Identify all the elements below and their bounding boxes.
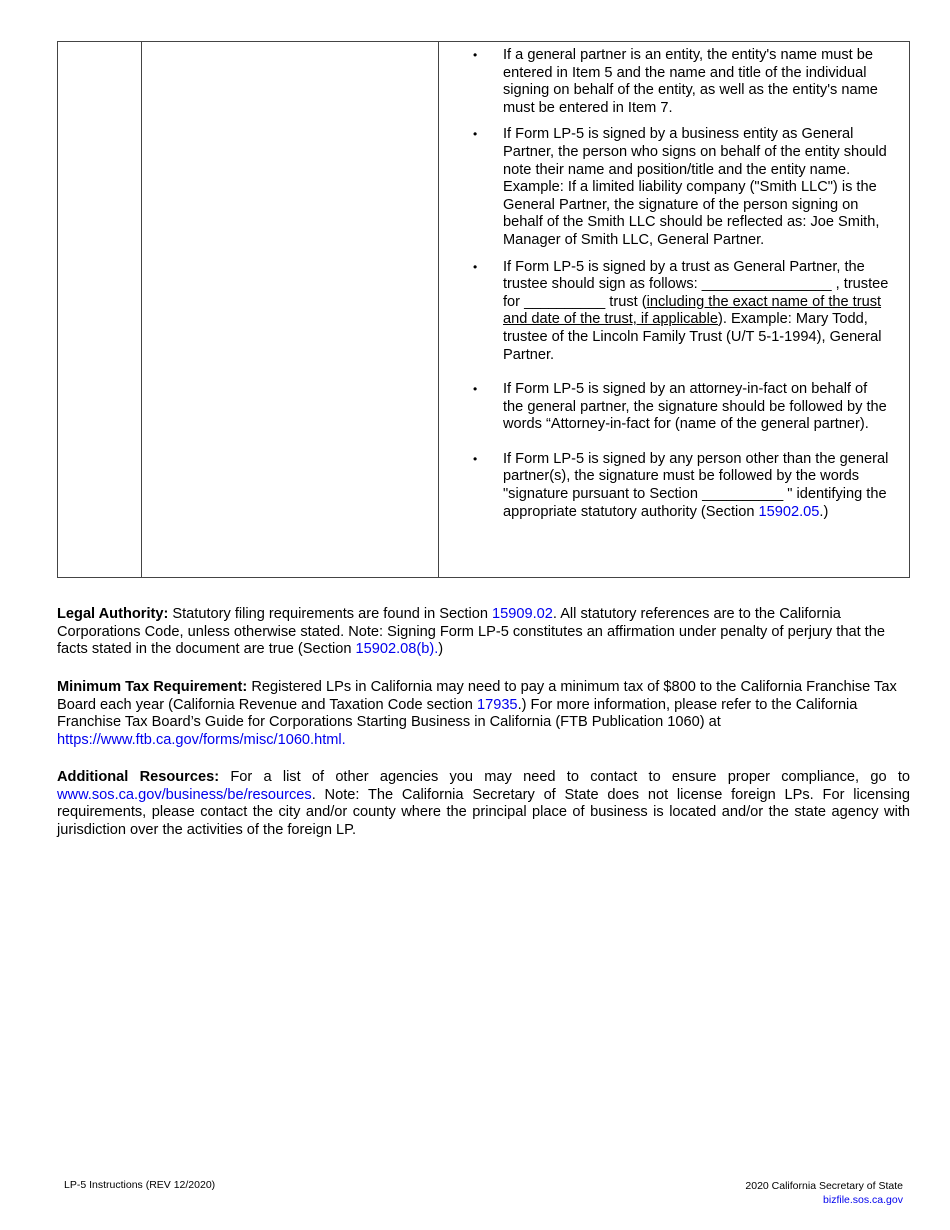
sos-resources-link[interactable]: www.sos.ca.gov/business/be/resources xyxy=(57,786,312,803)
ftb-publication-link[interactable]: https://www.ftb.ca.gov/forms/misc/1060.html. xyxy=(57,731,346,748)
list-item xyxy=(473,381,889,434)
paragraph-text: .) For more information, please refer to the California Franchise Tax Board’s Guide for Corporations Starting Business in California (FTB Publication 1060) at xyxy=(57,696,858,731)
additional-resources-paragraph xyxy=(57,769,910,839)
section-15902-08b-link[interactable]: 15902.08(b). xyxy=(355,641,439,658)
bullet-text: .) xyxy=(819,503,829,520)
minimum-tax-heading: Minimum Tax Requirement: xyxy=(57,679,248,695)
minimum-tax-paragraph xyxy=(57,679,910,749)
additional-resources-heading: Additional Resources: xyxy=(57,769,220,785)
bullet-icon: • xyxy=(473,382,478,397)
paragraph-text: . Note: The California Secretary of State does not license foreign LPs. For licensing requirements, please contact the city and/or county where the principal place of business is located and/or the state agency with jurisdiction over the activities of the foreign LP. xyxy=(57,786,910,838)
trust-name-note: including the exact name of the trust and date of the trust, if applicable xyxy=(503,293,882,328)
legal-authority-paragraph xyxy=(57,606,910,659)
footer-copyright: 2020 California Secretary of State xyxy=(745,1180,903,1192)
section-15909-02-link[interactable]: 15909.02 xyxy=(492,606,553,622)
item-number-cell xyxy=(58,42,142,578)
section-15902-05-link[interactable]: 15902.05 xyxy=(758,503,820,520)
bullet-icon: • xyxy=(473,451,478,466)
paragraph-text: For a list of other agencies you may need to contact to ensure proper compliance, go to xyxy=(219,769,910,785)
list-item xyxy=(473,47,889,117)
bullet-icon: • xyxy=(473,48,478,62)
bullet-icon: • xyxy=(473,259,478,274)
paragraph-text: Statutory filing requirements are found in Section xyxy=(168,606,493,622)
bullet-text: If Form LP-5 is signed by any person other than the general partner(s), the signature must be followed by the words "signature pursuant to Section __________ " identifying the appropriate statutory authority (Section xyxy=(503,450,889,520)
instructions-table xyxy=(57,41,910,578)
footer-form-id: LP-5 Instructions (REV 12/2020) xyxy=(64,1179,216,1191)
bullet-text: If Form LP-5 is signed by a business entity as General Partner, the person who signs on behalf of the entity should note their name and position/title and the entity name. Example: If a limited liability company ("Smith LLC") is the General Partner, the signature of the person signing on behalf of the Smith LLC should be reflected as: Joe Smith, Manager of Smith LLC, General Partner. xyxy=(503,126,887,248)
bullet-text: If Form LP-5 is signed by an attorney-in-fact on behalf of the general partner, the signature should be followed by the words “Attorney-in-fact for (name of the general partner). xyxy=(503,381,887,433)
bullet-text: If a general partner is an entity, the entity's name must be entered in Item 5 and the name and title of the individual signing on behalf of the entity, as well as the entity's name must be entered in Item 7. xyxy=(503,47,878,116)
legal-authority-heading: Legal Authority: xyxy=(57,606,169,622)
list-item xyxy=(473,259,889,365)
paragraph-text: ) xyxy=(438,641,444,658)
item-instructions-cell xyxy=(439,42,910,578)
bullet-icon: • xyxy=(473,127,478,142)
signature-instructions-list xyxy=(473,47,889,521)
section-17935-link[interactable]: 17935 xyxy=(476,696,518,713)
item-label-cell xyxy=(142,42,439,578)
paragraph-text: Registered LPs in California may need to pay a minimum tax of $800 to the California Franchise Tax Board each year (California Revenue and Taxation Code section xyxy=(57,679,897,713)
bullet-text: If Form LP-5 is signed by a trust as General Partner, the trustee should sign as follows: ________________ , trustee for __________ trust ( xyxy=(503,258,889,310)
list-item xyxy=(473,126,889,249)
table-row xyxy=(58,42,910,578)
bizfile-website-link[interactable]: bizfile.sos.ca.gov xyxy=(823,1194,903,1206)
footer-right xyxy=(745,1179,903,1207)
paragraph-text: . All statutory references are to the California Corporations Code, unless otherwise stated. Note: Signing Form LP-5 constitutes an affirmation under penalty of perjury that the facts stated in the document are true (Section xyxy=(57,606,885,658)
bullet-text: ). Example: Mary Todd, trustee of the Lincoln Family Trust (U/T 5-1-1994), General Partner. xyxy=(503,311,882,363)
list-item xyxy=(473,451,889,521)
